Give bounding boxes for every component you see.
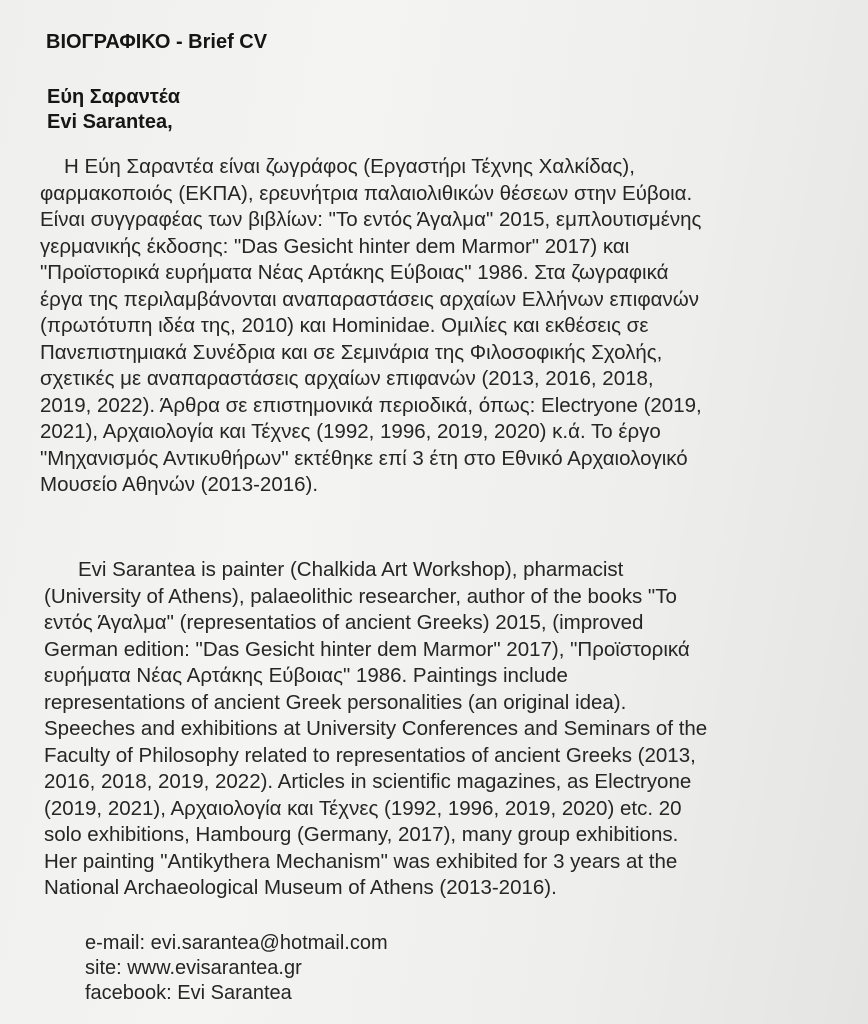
greek-bio-line: Η Εύη Σαραντέα είναι ζωγράφος (Εργαστήρι Τέχνης Χαλκίδας), bbox=[64, 155, 635, 178]
english-bio-line: (2019, 2021), Αρχαιολογία και Τέχνες (1992, 1996, 2019, 2020) etc. 20 bbox=[44, 796, 682, 820]
english-bio-line: solo exhibitions, Hambourg (Germany, 2017), many group exhibitions. bbox=[44, 823, 679, 846]
english-bio-line: Her painting "Antikythera Mechanism" was exhibited for 3 years at the bbox=[44, 849, 678, 873]
greek-bio-line: σχετικές με αναπαραστάσεις αρχαίων επιφανών (2013, 2016, 2018, bbox=[40, 367, 654, 390]
author-name-english: Evi Sarantea, bbox=[47, 111, 173, 133]
greek-bio-line: "Προϊστορικά ευρήματα Νέας Αρτάκης Εύβοιας" 1986. Στα ζωγραφικά bbox=[40, 261, 669, 284]
english-bio-line: εντός Άγαλμα" (representatios of ancient Greeks) 2015, (improved bbox=[44, 611, 644, 634]
facebook-contact: facebook: Evi Sarantea bbox=[85, 982, 292, 1004]
english-bio-line: representations of ancient Greek personalities (an original idea). bbox=[44, 690, 627, 714]
greek-bio-line: φαρμακοποιός (ΕΚΠΑ), ερευνήτρια παλαιολιθικών θέσεων στην Εύβοια. bbox=[40, 181, 693, 205]
english-bio-line: Evi Sarantea is painter (Chalkida Art Workshop), pharmacist bbox=[78, 558, 624, 581]
greek-bio-line: Μουσείο Αθηνών (2013-2016). bbox=[40, 473, 319, 496]
greek-bio-line: Είναι συγγραφέας των βιβλίων: "Το εντός Άγαλμα" 2015, εμπλουτισμένης bbox=[40, 208, 702, 231]
english-bio-line: ευρήματα Νέας Αρτάκης Εύβοιας" 1986. Paintings include bbox=[44, 664, 568, 687]
greek-bio-line: έργα της περιλαμβάνονται αναπαραστάσεις αρχαίων Ελλήνων επιφανών bbox=[40, 287, 699, 311]
website-contact: site: www.evisarantea.gr bbox=[85, 957, 302, 979]
greek-bio-line: 2021), Αρχαιολογία και Τέχνες (1992, 1996, 2019, 2020) κ.ά. Το έργο bbox=[40, 420, 661, 443]
email-contact: e-mail: evi.sarantea@hotmail.com bbox=[85, 932, 388, 954]
english-biography-paragraph bbox=[44, 557, 707, 902]
greek-bio-line: "Μηχανισμός Αντικυθήρων" εκτέθηκε επί 3 έτη στο Εθνικό Αρχαιολογικό bbox=[40, 446, 688, 470]
english-bio-line: Speeches and exhibitions at University Conferences and Seminars of the bbox=[44, 717, 708, 740]
english-bio-line: National Archaeological Museum of Athens (2013-2016). bbox=[44, 876, 557, 899]
greek-bio-line: 2019, 2022). Άρθρα σε επιστημονικά περιοδικά, όπως: Electryone (2019, bbox=[40, 393, 702, 417]
english-bio-line: Faculty of Philosophy related to representatios of ancient Greeks (2013, bbox=[44, 743, 696, 767]
author-name-greek: Εύη Σαραντέα bbox=[47, 86, 181, 108]
greek-bio-line: (πρωτότυπη ιδέα της, 2010) και Hominidae. Ομιλίες και εκθέσεις σε bbox=[40, 314, 649, 337]
greek-bio-line: Πανεπιστημιακά Συνέδρια και σε Σεμινάρια της Φιλοσοφικής Σχολής, bbox=[40, 340, 663, 364]
greek-bio-line: γερμανικής έκδοσης: "Das Gesicht hinter dem Marmor" 2017) και bbox=[40, 234, 630, 258]
english-bio-line: 2016, 2018, 2019, 2022). Articles in scientific magazines, as Electryone bbox=[44, 770, 692, 793]
page-title: ΒΙΟΓΡΑΦΙΚΟ - Brief CV bbox=[46, 31, 268, 53]
greek-biography-paragraph bbox=[40, 154, 702, 499]
english-bio-line: German edition: "Das Gesicht hinter dem Marmor" 2017), "Προϊστορικά bbox=[44, 637, 690, 661]
english-bio-line: (University of Athens), palaeolithic researcher, author of the books "Το bbox=[44, 584, 677, 608]
contact-info bbox=[85, 931, 388, 1006]
